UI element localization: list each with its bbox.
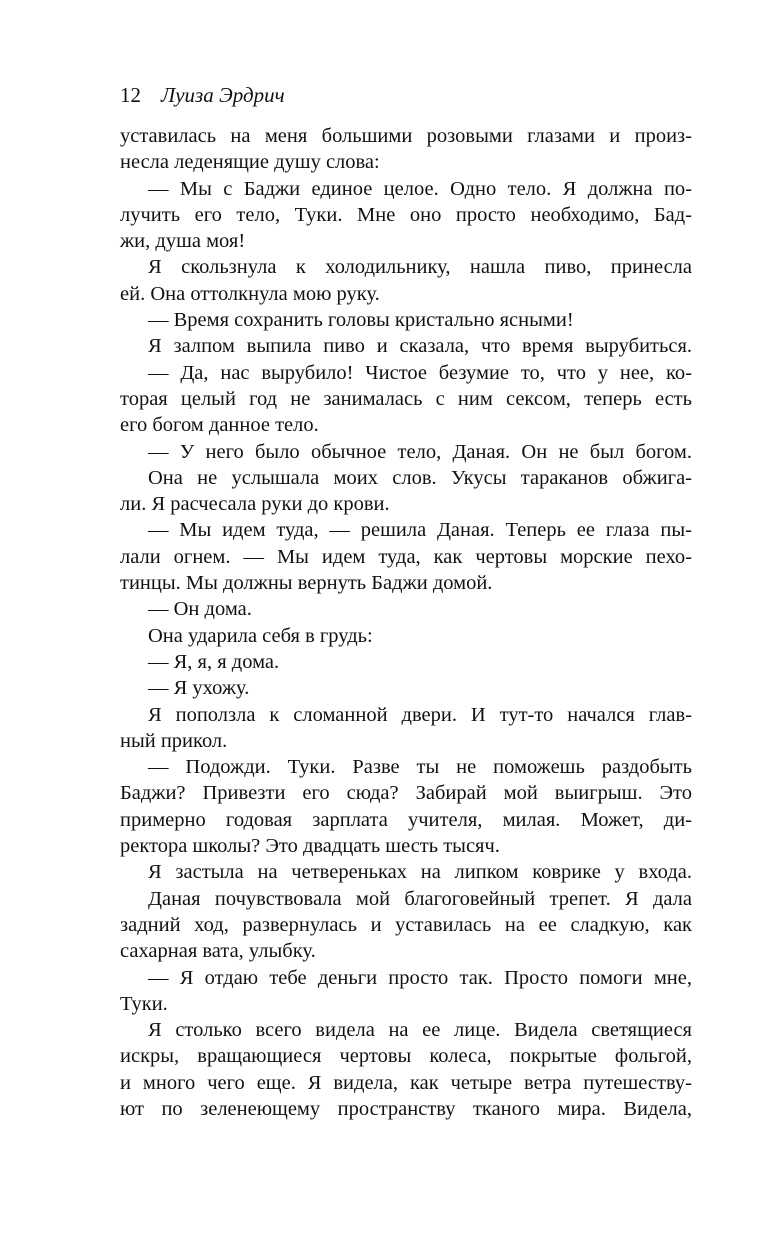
text-line: ректора школы? Это двадцать шесть тысяч. — [120, 835, 500, 858]
text-line: несла леденящие душу слова: — [120, 151, 380, 174]
text-line: — Он дома. — [148, 598, 252, 621]
text-line: ли. Я расчесала руки до крови. — [120, 493, 390, 516]
text-line: лали огнем. — Мы идем туда, как чертовы морские пехо- — [120, 545, 692, 568]
text-line: искры, вращающиеся чертовы колеса, покрытые фольгой, — [120, 1045, 692, 1068]
text-line: и много чего еще. Я видела, как четыре ветра путешеству- — [120, 1071, 692, 1094]
body-text — [120, 123, 692, 1122]
text-line: — Я, я, я дома. — [148, 650, 280, 673]
running-head — [120, 82, 285, 108]
text-line: Баджи? Привезти его сюда? Забирай мой выигрыш. Это — [120, 782, 692, 805]
text-line: лучить его тело, Туки. Мне оно просто необходимо, Бад- — [120, 203, 692, 226]
text-line: Туки. — [120, 992, 168, 1015]
text-line: ный прикол. — [120, 729, 228, 752]
text-line: задний ход, развернулась и уставилась на ее сладкую, как — [120, 913, 692, 936]
text-line: — Я отдаю тебе деньги просто так. Просто помоги мне, — [148, 966, 692, 989]
text-line: Я скользнула к холодильнику, нашла пиво, принесла — [148, 256, 692, 279]
text-line: — У него было обычное тело, Даная. Он не был богом. — [148, 440, 692, 463]
text-line: ют по зеленеющему пространству тканого мира. Видела, — [120, 1097, 692, 1120]
text-line: — Да, нас вырубило! Чистое безумие то, что у нее, ко- — [148, 361, 692, 384]
text-line: ей. Она оттолкнула мою руку. — [120, 282, 380, 305]
text-line: Я застыла на четвереньках на липком коврике у входа. — [148, 861, 692, 884]
text-line: Я поползла к сломанной двери. И тут-то начался глав- — [148, 703, 692, 726]
text-line: Она ударила себя в грудь: — [148, 624, 373, 647]
text-line: тинцы. Мы должны вернуть Баджи домой. — [120, 572, 493, 595]
text-line: жи, душа моя! — [120, 230, 246, 253]
text-line: его богом данное тело. — [120, 414, 319, 437]
text-line: торая целый год не занималась с ним сексом, теперь есть — [120, 387, 692, 410]
text-line: Она не услышала моих слов. Укусы тараканов обжига- — [148, 466, 692, 489]
text-line: Даная почувствовала мой благоговейный трепет. Я дала — [148, 887, 692, 910]
text-line: Я столько всего видела на ее лице. Видела светящиеся — [148, 1019, 692, 1042]
text-line: — Я ухожу. — [148, 677, 250, 700]
text-line: — Мы с Баджи единое целое. Одно тело. Я должна по- — [148, 177, 692, 200]
text-line: уставилась на меня большими розовыми глазами и произ- — [120, 125, 692, 147]
text-line: — Подожди. Туки. Разве ты не поможешь раздобыть — [148, 756, 692, 779]
text-line: — Мы идем туда, — решила Даная. Теперь ее глаза пы- — [148, 519, 692, 542]
page-number: 12 — [120, 83, 141, 107]
text-line: Я залпом выпила пиво и сказала, что время вырубиться. — [148, 335, 692, 358]
header-author: Луиза Эрдрич — [161, 83, 285, 107]
text-line: — Время сохранить головы кристально ясными! — [148, 309, 574, 332]
text-line: примерно годовая зарплата учителя, милая. Может, ди- — [120, 808, 692, 831]
text-line: сахарная вата, улыбку. — [120, 940, 316, 963]
